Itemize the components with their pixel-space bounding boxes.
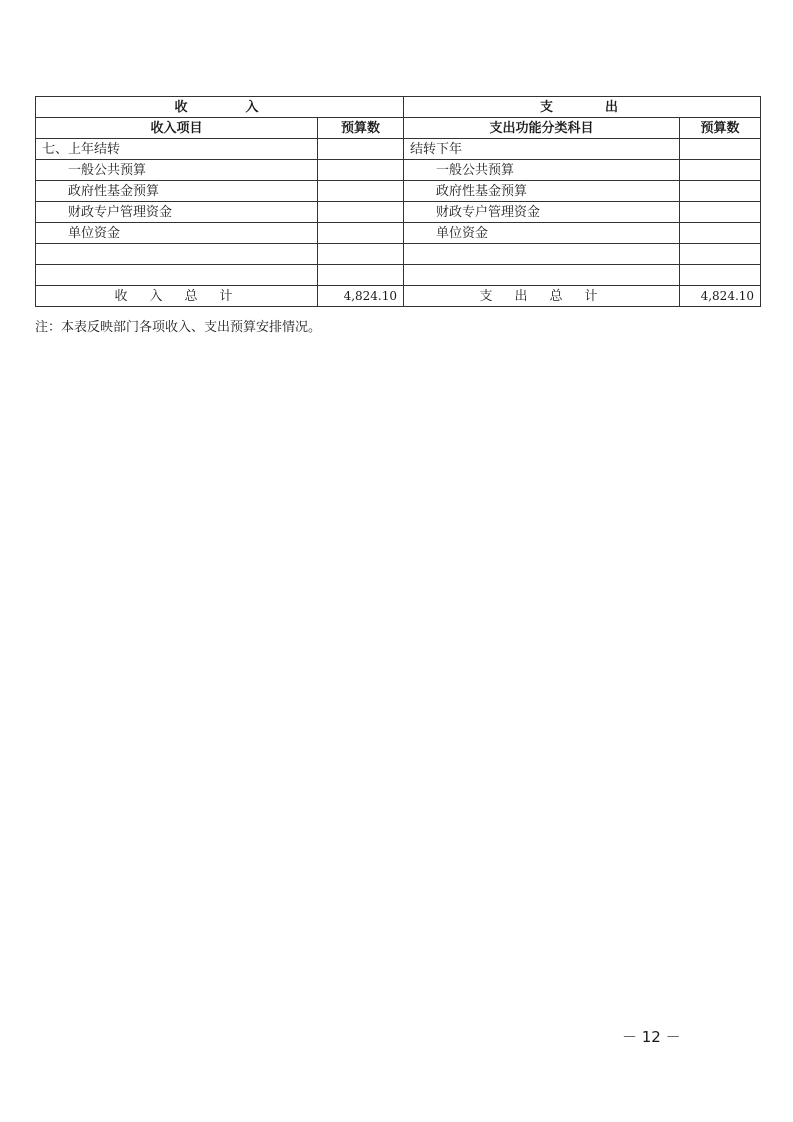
- income-item-cell: 一般公共预算: [36, 160, 318, 181]
- expense-item-cell: [404, 265, 680, 286]
- column-header-row: [36, 118, 761, 139]
- expense-item-cell: 单位资金: [404, 223, 680, 244]
- income-amount-cell: [318, 244, 404, 265]
- income-amount-cell: [318, 265, 404, 286]
- expense-amount-cell: [680, 223, 761, 244]
- table-row: [36, 202, 761, 223]
- page-number: － 12 －: [622, 1028, 681, 1046]
- income-total-label: 收入总计: [36, 286, 318, 307]
- income-amount-column-header: 预算数: [318, 118, 404, 139]
- table-note: 注：本表反映部门各项收入、支出预算安排情况。: [35, 320, 322, 335]
- table-row: [36, 265, 761, 286]
- totals-row: [36, 286, 761, 307]
- expense-amount-column-header: 预算数: [680, 118, 761, 139]
- income-amount-cell: [318, 223, 404, 244]
- section-header-row: [36, 97, 761, 118]
- income-amount-cell: [318, 181, 404, 202]
- expense-total-label: 支出总计: [404, 286, 680, 307]
- table-row: [36, 223, 761, 244]
- expense-section-header: 支出: [404, 97, 761, 118]
- expense-item-cell: 结转下年: [404, 139, 680, 160]
- expense-amount-cell: [680, 202, 761, 223]
- income-amount-cell: [318, 202, 404, 223]
- expense-item-cell: [404, 244, 680, 265]
- income-item-cell: 单位资金: [36, 223, 318, 244]
- expense-amount-cell: [680, 160, 761, 181]
- budget-summary-table: [35, 96, 761, 307]
- expense-amount-cell: [680, 265, 761, 286]
- table-row: [36, 160, 761, 181]
- income-item-cell: 七、上年结转: [36, 139, 318, 160]
- expense-amount-cell: [680, 139, 761, 160]
- table-row: [36, 244, 761, 265]
- income-amount-cell: [318, 139, 404, 160]
- income-amount-cell: [318, 160, 404, 181]
- income-item-cell: 财政专户管理资金: [36, 202, 318, 223]
- income-item-cell: [36, 244, 318, 265]
- income-section-header: 收入: [36, 97, 404, 118]
- expense-total-value: 4,824.10: [680, 286, 761, 307]
- expense-item-cell: 财政专户管理资金: [404, 202, 680, 223]
- table-row: [36, 139, 761, 160]
- expense-item-column-header: 支出功能分类科目: [404, 118, 680, 139]
- expense-item-cell: 一般公共预算: [404, 160, 680, 181]
- income-item-column-header: 收入项目: [36, 118, 318, 139]
- table-row: [36, 181, 761, 202]
- expense-item-cell: 政府性基金预算: [404, 181, 680, 202]
- expense-amount-cell: [680, 181, 761, 202]
- income-item-cell: 政府性基金预算: [36, 181, 318, 202]
- expense-amount-cell: [680, 244, 761, 265]
- income-item-cell: [36, 265, 318, 286]
- income-total-value: 4,824.10: [318, 286, 404, 307]
